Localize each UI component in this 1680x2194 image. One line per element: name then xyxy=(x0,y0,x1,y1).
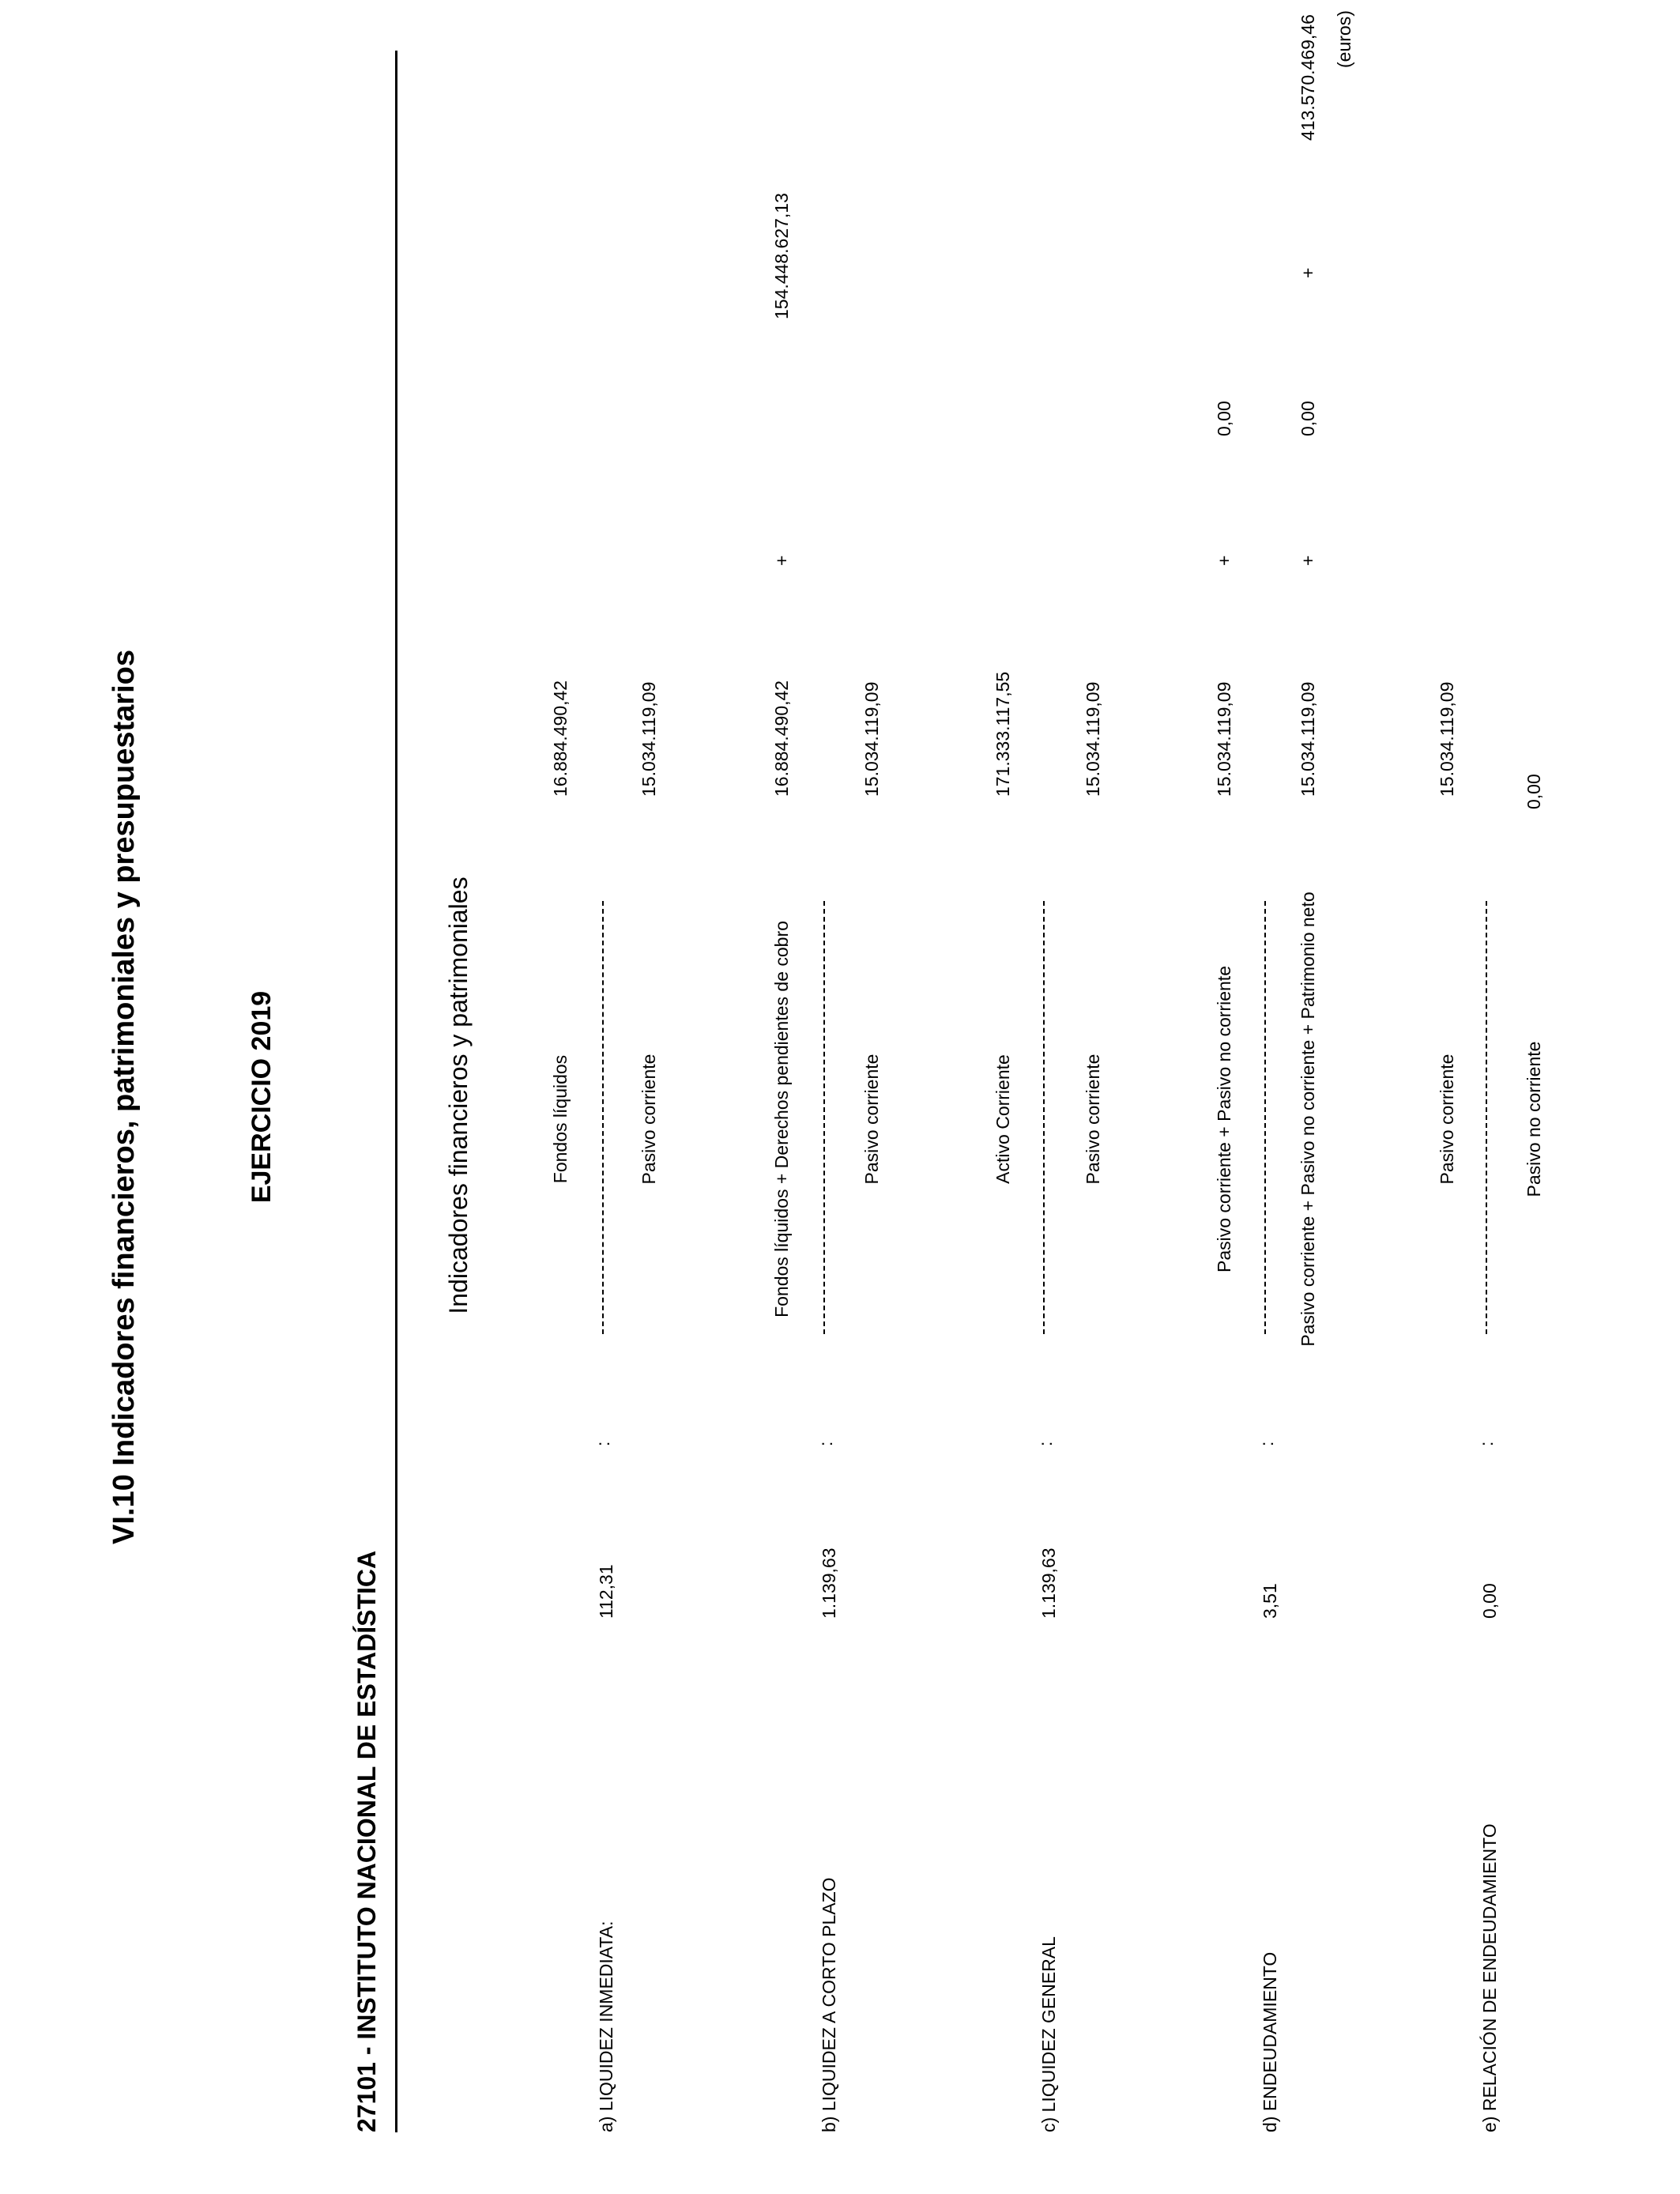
indicator-label-e: e) RELACIÓN DE ENDEUDAMIENTO xyxy=(1479,1823,1500,2132)
numerator-a: Fondos líquidos xyxy=(550,1054,571,1184)
indicator-colon-e: : xyxy=(1476,1441,1497,1446)
denominator-d: Pasivo corriente + Pasivo no corriente + Patrimonio neto xyxy=(1298,892,1318,1347)
denominator-value-a-1: 15.034.119,09 xyxy=(638,681,659,797)
indicator-colon-c: : xyxy=(1035,1441,1056,1446)
numerator-e: Pasivo corriente xyxy=(1437,1054,1457,1185)
fraction-line-e xyxy=(1486,901,1487,1334)
indicator-label-d: d) ENDEUDAMIENTO xyxy=(1260,1951,1280,2132)
fraction-line-c xyxy=(1043,901,1045,1334)
numerator-value-b-1: 16.884.490,42 xyxy=(771,680,792,797)
numerator-value-b-2: 154.448.627,13 xyxy=(771,193,792,319)
numerator-value-d-2: 0,00 xyxy=(1214,401,1234,436)
denominator-value-d-2: 0,00 xyxy=(1298,401,1318,436)
indicator-label-c: c) LIQUIDEZ GENERAL xyxy=(1038,1936,1059,2132)
indicator-label-b: b) LIQUIDEZ A CORTO PLAZO xyxy=(819,1877,839,2132)
numerator-value-c-1: 171.333.117,55 xyxy=(993,671,1013,797)
header-rule xyxy=(395,51,397,2132)
denominator-e: Pasivo no corriente xyxy=(1524,1041,1544,1197)
currency-unit: (euros) xyxy=(1334,10,1354,68)
indicator-label-a: a) LIQUIDEZ INMEDIATA: xyxy=(596,1921,616,2132)
section-title: Indicadores financieros y patrimoniales xyxy=(444,876,473,1314)
denominator-operator-d-2: + xyxy=(1298,267,1318,278)
indicator-value-d: 3,51 xyxy=(1260,1583,1280,1619)
fraction-line-a xyxy=(602,901,604,1334)
denominator-operator-d-1: + xyxy=(1298,555,1318,566)
denominator-c: Pasivo corriente xyxy=(1083,1054,1103,1185)
exercise-year: EJERCICIO 2019 xyxy=(247,990,277,1204)
indicator-value-e: 0,00 xyxy=(1479,1583,1500,1619)
indicator-value-a: 112,31 xyxy=(596,1564,616,1619)
indicator-colon-d: : xyxy=(1256,1441,1277,1446)
numerator-operator-d-1: + xyxy=(1214,555,1234,566)
denominator-value-d-1: 15.034.119,09 xyxy=(1298,681,1318,797)
denominator-a: Pasivo corriente xyxy=(638,1054,659,1185)
entity-name: 27101 - INSTITUTO NACIONAL DE ESTADÍSTICA xyxy=(352,1550,381,2132)
numerator-c: Activo Corriente xyxy=(993,1054,1013,1184)
numerator-d: Pasivo corriente + Pasivo no corriente xyxy=(1214,965,1234,1273)
numerator-operator-b-1: + xyxy=(771,555,792,566)
denominator-value-e-1: 0,00 xyxy=(1524,774,1544,809)
numerator-value-e-1: 15.034.119,09 xyxy=(1437,681,1457,797)
indicator-value-b: 1.139,63 xyxy=(819,1547,839,1619)
numerator-value-d-1: 15.034.119,09 xyxy=(1214,681,1234,797)
indicator-colon-b: : xyxy=(816,1441,836,1446)
denominator-b: Pasivo corriente xyxy=(861,1054,882,1185)
denominator-value-d-3: 413.570.469,46 xyxy=(1298,14,1318,141)
numerator-b: Fondos líquidos + Derechos pendientes de cobro xyxy=(771,921,792,1318)
fraction-line-b xyxy=(823,901,825,1334)
denominator-value-c-1: 15.034.119,09 xyxy=(1083,681,1103,797)
fraction-line-d xyxy=(1264,901,1266,1334)
indicator-colon-a: : xyxy=(593,1441,613,1446)
report-title: VI.10 Indicadores financieros, patrimoniales y presupuestarios xyxy=(107,650,141,1544)
indicator-value-c: 1.139,63 xyxy=(1038,1547,1059,1619)
denominator-value-b-1: 15.034.119,09 xyxy=(861,681,882,797)
numerator-value-a-1: 16.884.490,42 xyxy=(550,680,571,797)
